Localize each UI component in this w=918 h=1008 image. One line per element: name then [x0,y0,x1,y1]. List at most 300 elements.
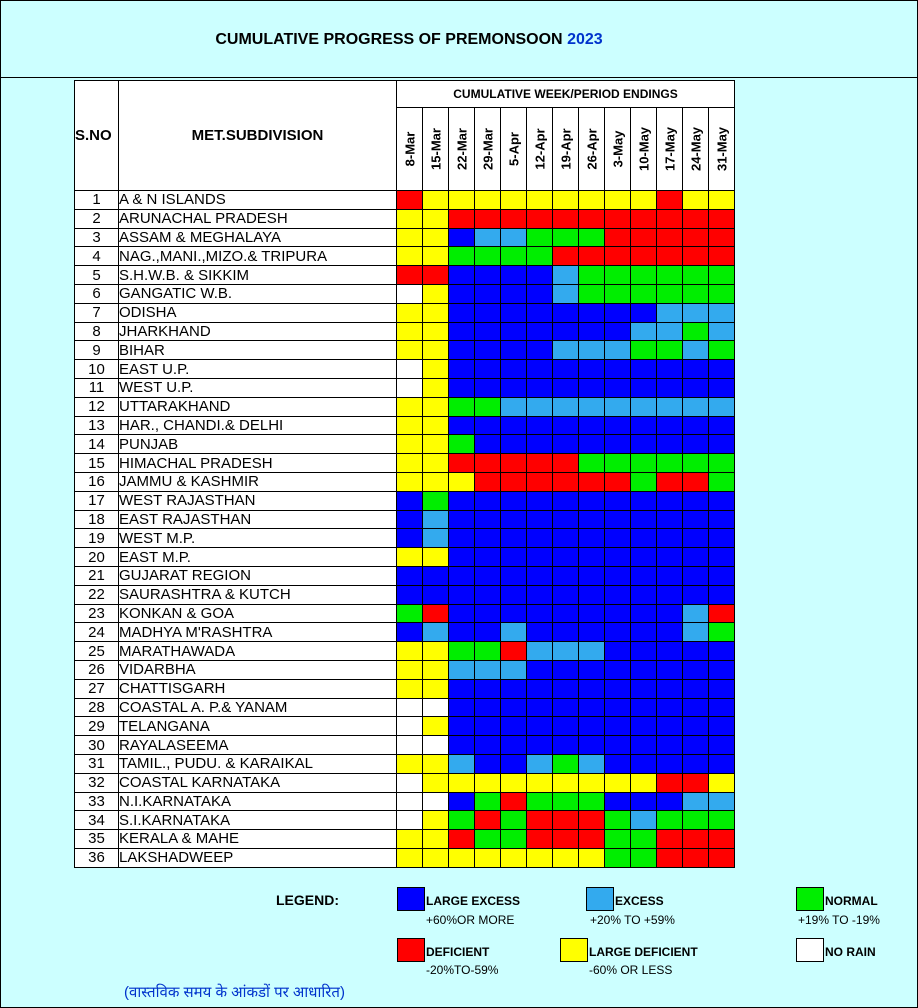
heatmap-cell [657,642,683,661]
heatmap-cell [631,510,657,529]
heatmap-cell [709,529,735,548]
heatmap-cell [579,191,605,210]
subdivision-name: TELANGANA [119,717,397,736]
heatmap-cell [553,585,579,604]
heatmap-cell [657,566,683,585]
heatmap-cell [683,397,709,416]
heatmap-cell [579,247,605,266]
heatmap-cell [527,679,553,698]
heatmap-cell [605,435,631,454]
heatmap-cell [683,623,709,642]
heatmap-cell [423,830,449,849]
heatmap-cell [501,247,527,266]
heatmap-cell [449,773,475,792]
heatmap-cell [683,491,709,510]
heatmap-cell [683,698,709,717]
table-row [75,566,735,585]
heatmap-cell [527,660,553,679]
heatmap-cell [397,585,423,604]
heatmap-cell [709,454,735,473]
subdivision-name: KONKAN & GOA [119,604,397,623]
subdivision-name: EAST U.P. [119,360,397,379]
subdivision-name: N.I.KARNATAKA [119,792,397,811]
heatmap-cell [709,491,735,510]
legend-swatch-large-deficient [560,938,588,962]
heatmap-cell [475,679,501,698]
legend-swatch-excess [586,887,614,911]
date-header [683,108,709,191]
heatmap-cell [423,848,449,867]
heatmap-cell [657,773,683,792]
heatmap-cell [709,679,735,698]
heatmap-cell [553,303,579,322]
row-number: 31 [75,754,119,773]
row-number: 13 [75,416,119,435]
heatmap-cell [475,454,501,473]
heatmap-cell [579,736,605,755]
heatmap-cell [683,792,709,811]
row-number: 21 [75,566,119,585]
heatmap-cell [579,642,605,661]
heatmap-cell [631,341,657,360]
heatmap-cell [527,397,553,416]
heatmap-cell [553,566,579,585]
heatmap-cell [605,773,631,792]
heatmap-cell [657,191,683,210]
heatmap-cell [605,830,631,849]
heatmap-cell [475,566,501,585]
heatmap-cell [501,642,527,661]
heatmap-cell [631,322,657,341]
heatmap-cell [579,435,605,454]
heatmap-cell [397,642,423,661]
heatmap-cell [709,848,735,867]
heatmap-cell [683,378,709,397]
table-row [75,322,735,341]
heatmap-cell [709,228,735,247]
table-row [75,529,735,548]
heatmap-cell [397,454,423,473]
heatmap-cell [657,303,683,322]
heatmap-cell [397,209,423,228]
heatmap-cell [449,623,475,642]
heatmap-cell [605,660,631,679]
heatmap-cell [397,247,423,266]
table-row [75,830,735,849]
date-header [631,108,657,191]
heatmap-cell [631,679,657,698]
heatmap-cell [449,566,475,585]
heatmap-cell [605,491,631,510]
heatmap-cell [449,792,475,811]
heatmap-cell [709,566,735,585]
heatmap-cell [397,736,423,755]
subdivision-name: HAR., CHANDI.& DELHI [119,416,397,435]
heatmap-cell [605,397,631,416]
heatmap-cell [449,660,475,679]
heatmap-cell [475,698,501,717]
date-header [423,108,449,191]
heatmap-cell [657,247,683,266]
heatmap-cell [709,435,735,454]
heatmap-cell [553,717,579,736]
heatmap-cell [423,679,449,698]
heatmap-cell [501,341,527,360]
heatmap-cell [657,491,683,510]
heatmap-cell [527,472,553,491]
heatmap-cell [657,228,683,247]
heatmap-cell [657,679,683,698]
heatmap-cell [553,660,579,679]
heatmap-cell [657,341,683,360]
date-label: 5-Apr [506,132,521,166]
heatmap-cell [475,360,501,379]
subdivision-name: S.I.KARNATAKA [119,811,397,830]
heatmap-cell [605,341,631,360]
heatmap-cell [449,754,475,773]
heatmap-cell [657,811,683,830]
row-number: 26 [75,660,119,679]
legend-label-large-excess: LARGE EXCESS [426,894,521,908]
subdivision-name: WEST M.P. [119,529,397,548]
heatmap-cell [527,604,553,623]
heatmap-cell [579,792,605,811]
heatmap-cell [397,792,423,811]
heatmap-cell [683,848,709,867]
table-row [75,698,735,717]
legend-swatch-no-rain [796,938,824,962]
table-row [75,209,735,228]
heatmap-cell [579,209,605,228]
heatmap-cell [397,322,423,341]
heatmap-cell [553,736,579,755]
heatmap-cell [527,754,553,773]
heatmap-cell [631,228,657,247]
heatmap-cell [475,341,501,360]
heatmap-cell [657,472,683,491]
row-number: 24 [75,623,119,642]
heatmap-cell [423,604,449,623]
heatmap-cell [449,491,475,510]
page-title [1,31,817,49]
heatmap-cell [527,491,553,510]
heatmap-cell [449,698,475,717]
subdivision-name: TAMIL., PUDU. & KARAIKAL [119,754,397,773]
heatmap-cell [579,717,605,736]
heatmap-cell [553,454,579,473]
heatmap-cell [423,754,449,773]
legend-range-excess: +20% TO +59% [590,913,675,927]
heatmap-cell [553,247,579,266]
heatmap-cell [449,848,475,867]
heatmap-cell [501,510,527,529]
legend-label-normal: NORMAL [825,894,878,908]
heatmap-cell [423,529,449,548]
table-row [75,792,735,811]
heatmap-cell [709,397,735,416]
heatmap-cell [501,209,527,228]
table-row [75,360,735,379]
heatmap-cell [501,604,527,623]
heatmap-cell [449,585,475,604]
heatmap-cell [475,529,501,548]
heatmap-cell [397,360,423,379]
heatmap-cell [449,341,475,360]
table-row [75,623,735,642]
heatmap-cell [683,660,709,679]
heatmap-cell [527,416,553,435]
heatmap-cell [605,811,631,830]
heatmap-cell [449,830,475,849]
heatmap-cell [397,698,423,717]
heatmap-cell [605,228,631,247]
heatmap-cell [397,303,423,322]
heatmap-cell [579,472,605,491]
heatmap-cell [579,848,605,867]
heatmap-cell [605,585,631,604]
heatmap-cell [657,736,683,755]
row-number: 7 [75,303,119,322]
heatmap-cell [579,454,605,473]
heatmap-cell [605,792,631,811]
heatmap-cell [657,510,683,529]
heatmap-cell [449,303,475,322]
row-number: 10 [75,360,119,379]
row-number: 9 [75,341,119,360]
heatmap-cell [449,604,475,623]
heatmap-cell [449,717,475,736]
heatmap-cell [579,341,605,360]
heatmap-cell [579,378,605,397]
heatmap-cell [423,416,449,435]
title-bar [1,1,917,78]
heatmap-cell [475,585,501,604]
date-label: 17-May [662,126,677,172]
heatmap-cell [709,642,735,661]
heatmap-cell [449,228,475,247]
heatmap-cell [657,397,683,416]
table-row [75,585,735,604]
heatmap-cell [683,566,709,585]
heatmap-cell [397,341,423,360]
table-row [75,341,735,360]
legend-label-deficient: DEFICIENT [426,945,490,959]
heatmap-cell [683,717,709,736]
heatmap-cell [527,792,553,811]
heatmap-cell [527,209,553,228]
heatmap-cell [683,435,709,454]
heatmap-cell [683,754,709,773]
heatmap-cell [631,736,657,755]
legend-label-excess: EXCESS [615,894,664,908]
heatmap-cell [397,491,423,510]
subdivision-name: CHATTISGARH [119,679,397,698]
table-row [75,604,735,623]
heatmap-cell [631,397,657,416]
heatmap-cell [475,491,501,510]
subdivision-name: JHARKHAND [119,322,397,341]
heatmap-cell [553,491,579,510]
heatmap-cell [527,717,553,736]
row-number: 23 [75,604,119,623]
heatmap-cell [605,679,631,698]
heatmap-cell [423,585,449,604]
heatmap-cell [605,378,631,397]
heatmap-cell [709,303,735,322]
heatmap-cell [709,736,735,755]
heatmap-cell [475,754,501,773]
heatmap-cell [475,247,501,266]
heatmap-cell [527,228,553,247]
legend-swatch-large-excess [397,887,425,911]
heatmap-cell [579,303,605,322]
heatmap-cell [657,792,683,811]
heatmap-cell [501,717,527,736]
row-number: 2 [75,209,119,228]
row-number: 17 [75,491,119,510]
heatmap-cell [449,811,475,830]
heatmap-cell [605,717,631,736]
heatmap-cell [657,848,683,867]
heatmap-cell [631,773,657,792]
heatmap-cell [605,623,631,642]
heatmap-cell [527,284,553,303]
date-label: 29-Mar [480,128,495,170]
heatmap-cell [501,679,527,698]
heatmap-cell [631,435,657,454]
table-row [75,642,735,661]
heatmap-cell [709,378,735,397]
heatmap-cell [397,378,423,397]
heatmap-cell [501,811,527,830]
heatmap-cell [553,360,579,379]
heatmap-cell [683,679,709,698]
heatmap-cell [631,548,657,567]
heatmap-cell [501,284,527,303]
heatmap-cell [423,548,449,567]
heatmap-cell [657,698,683,717]
heatmap-cell [657,604,683,623]
heatmap-cell [449,435,475,454]
heatmap-cell [683,209,709,228]
row-number: 15 [75,454,119,473]
heatmap-cell [709,811,735,830]
row-number: 11 [75,378,119,397]
heatmap-cell [475,510,501,529]
subdivision-name: NAG.,MANI.,MIZO.& TRIPURA [119,247,397,266]
heatmap-cell [423,642,449,661]
heatmap-cell [423,736,449,755]
heatmap-cell [527,529,553,548]
heatmap-cell [605,247,631,266]
date-label: 10-May [636,126,651,172]
heatmap-cell [553,811,579,830]
heatmap-cell [579,698,605,717]
date-header [397,108,423,191]
heatmap-cell [683,604,709,623]
heatmap-cell [605,454,631,473]
heatmap-cell [683,529,709,548]
heatmap-cell [631,360,657,379]
heatmap-cell [605,548,631,567]
heatmap-cell [527,811,553,830]
subdivision-name: KERALA & MAHE [119,830,397,849]
heatmap-cell [631,754,657,773]
subdivision-name: MADHYA M'RASHTRA [119,623,397,642]
heatmap-cell [631,454,657,473]
heatmap-cell [423,773,449,792]
heatmap-cell [657,548,683,567]
heatmap-cell [423,435,449,454]
heatmap-cell [475,642,501,661]
heatmap-cell [553,848,579,867]
heatmap-cell [631,811,657,830]
heatmap-cell [683,585,709,604]
heatmap-cell [475,848,501,867]
date-label: 26-Apr [584,128,599,170]
subdivision-name: GANGATIC W.B. [119,284,397,303]
heatmap-cell [657,623,683,642]
subdivision-name: VIDARBHA [119,660,397,679]
heatmap-cell [397,754,423,773]
heatmap-cell [683,736,709,755]
heatmap-cell [683,472,709,491]
heatmap-cell [657,322,683,341]
heatmap-cell [475,717,501,736]
legend-swatch-deficient [397,938,425,962]
heatmap-cell [423,360,449,379]
date-header [605,108,631,191]
heatmap-cell [397,811,423,830]
title-year: 2023 [567,31,603,48]
heatmap-cell [709,623,735,642]
heatmap-cell [397,266,423,285]
heatmap-cell [579,585,605,604]
heatmap-cell [423,491,449,510]
heatmap-cell [449,548,475,567]
subdivision-name: GUJARAT REGION [119,566,397,585]
heatmap-cell [423,378,449,397]
heatmap-cell [527,623,553,642]
heatmap-cell [423,510,449,529]
heatmap-cell [605,360,631,379]
heatmap-cell [449,679,475,698]
heatmap-cell [553,529,579,548]
heatmap-cell [501,585,527,604]
row-number: 16 [75,472,119,491]
heatmap-cell [709,754,735,773]
heatmap-cell [579,416,605,435]
heatmap-cell [579,397,605,416]
heatmap-cell [683,416,709,435]
heatmap-cell [475,228,501,247]
title-main: CUMULATIVE PROGRESS OF PREMONSOON [215,31,563,48]
subdivision-name: UTTARAKHAND [119,397,397,416]
heatmap-cell [501,698,527,717]
heatmap-cell [683,228,709,247]
heatmap-cell [579,228,605,247]
row-number: 33 [75,792,119,811]
heatmap-cell [527,266,553,285]
heatmap-cell [683,247,709,266]
heatmap-cell [553,754,579,773]
row-number: 5 [75,266,119,285]
heatmap-cell [657,416,683,435]
heatmap-cell [553,397,579,416]
heatmap-cell [631,491,657,510]
row-number: 18 [75,510,119,529]
heatmap-cell [631,642,657,661]
